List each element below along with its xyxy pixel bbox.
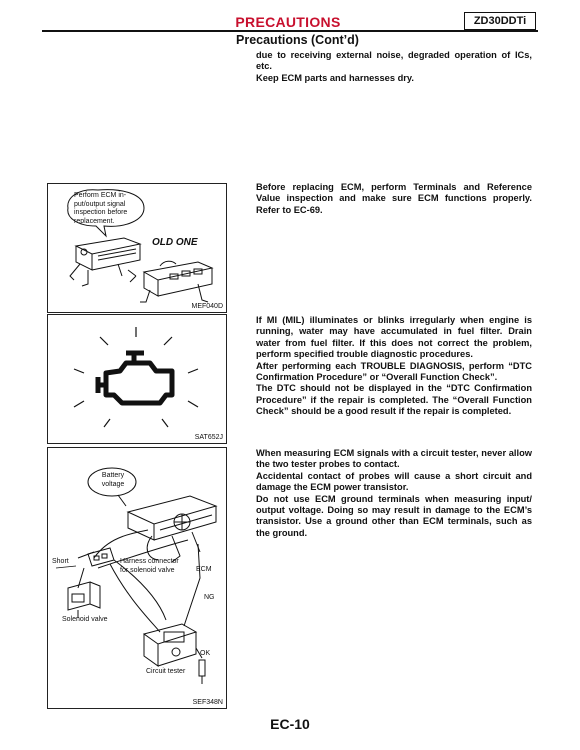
figure-circuit-tester	[47, 447, 227, 709]
page-header	[0, 12, 580, 30]
short-label: Short	[52, 558, 69, 565]
paragraph: If MI (MIL) illuminates or blinks irregularly when engine is running, water may have accumulated in fuel filter. Drain water from fuel filter. If this does not correct the problem, perform specified trouble diagnostic procedures.	[256, 315, 532, 360]
figure-code: SEF348N	[192, 699, 223, 706]
figure-code: SAT652J	[194, 434, 223, 441]
circuit-tester-illustration	[48, 448, 226, 708]
circuit-tester-label: Circuit tester	[146, 668, 186, 675]
paragraph: When measuring ECM signals with a circuit tester, never allow the two tester probes to contact.	[256, 448, 532, 470]
text-block-2	[256, 182, 532, 216]
section-title: Precautions (Cont’d)	[236, 33, 359, 47]
paragraph: Do not use ECM ground terminals when measuring input/ output voltage. Doing so may result in damage to the ECM’s transistor. Use a ground other than ECM terminals, such as the ground.	[256, 493, 532, 538]
ng-label: NG	[204, 594, 215, 601]
ecm-label: ECM	[196, 566, 212, 573]
figure-malfunction-indicator	[47, 314, 227, 444]
speech-bubble-text	[74, 192, 144, 226]
check-engine-icon	[48, 315, 226, 443]
paragraph: After performing each TROUBLE DIAGNOSIS, perform “DTC Confirmation Procedure” or “Overall Function Check”.	[256, 360, 532, 383]
label-line: for solenoid valve	[120, 566, 175, 574]
text-block-3	[256, 315, 532, 418]
paragraph: Before replacing ECM, perform Terminals and Reference Value inspection and make sure ECM functions properly. Refer to EC-69.	[256, 182, 532, 215]
ok-label: OK	[200, 650, 211, 657]
header-rule	[42, 30, 538, 32]
label-line: voltage	[101, 480, 125, 488]
bubble-line: put/output signal	[74, 200, 126, 208]
figure-ecm-inspection	[47, 183, 227, 313]
battery-voltage-label	[100, 472, 126, 489]
old-one-label: OLD ONE	[152, 237, 198, 248]
bubble-line: inspection before	[74, 209, 128, 216]
solenoid-valve-label: Solenoid valve	[62, 616, 108, 623]
text-block-4	[256, 448, 532, 539]
label-line: Battery	[101, 472, 125, 479]
figure-code: MEF040D	[191, 303, 223, 310]
bubble-line: replacement.	[74, 217, 115, 225]
paragraph: due to receiving external noise, degraded operation of ICs, etc.	[256, 50, 532, 72]
paragraph: Accidental contact of probes will cause a short circuit and damage the ECM power transistor.	[256, 470, 532, 493]
model-code-badge: ZD30DDTi	[464, 12, 536, 30]
harness-connector-label	[120, 558, 179, 575]
paragraph: Keep ECM parts and harnesses dry.	[256, 72, 414, 83]
label-line: Harness connector	[120, 558, 179, 565]
header-title: PRECAUTIONS	[235, 14, 341, 30]
text-block-1	[256, 50, 532, 84]
paragraph: The DTC should not be displayed in the “DTC Confirmation Procedure” if the repair is completed. The “Overall Function Check” should be a good result if the repair is completed.	[256, 383, 532, 417]
bubble-line: Perform ECM in-	[74, 192, 127, 199]
page-number: EC-10	[270, 716, 310, 732]
